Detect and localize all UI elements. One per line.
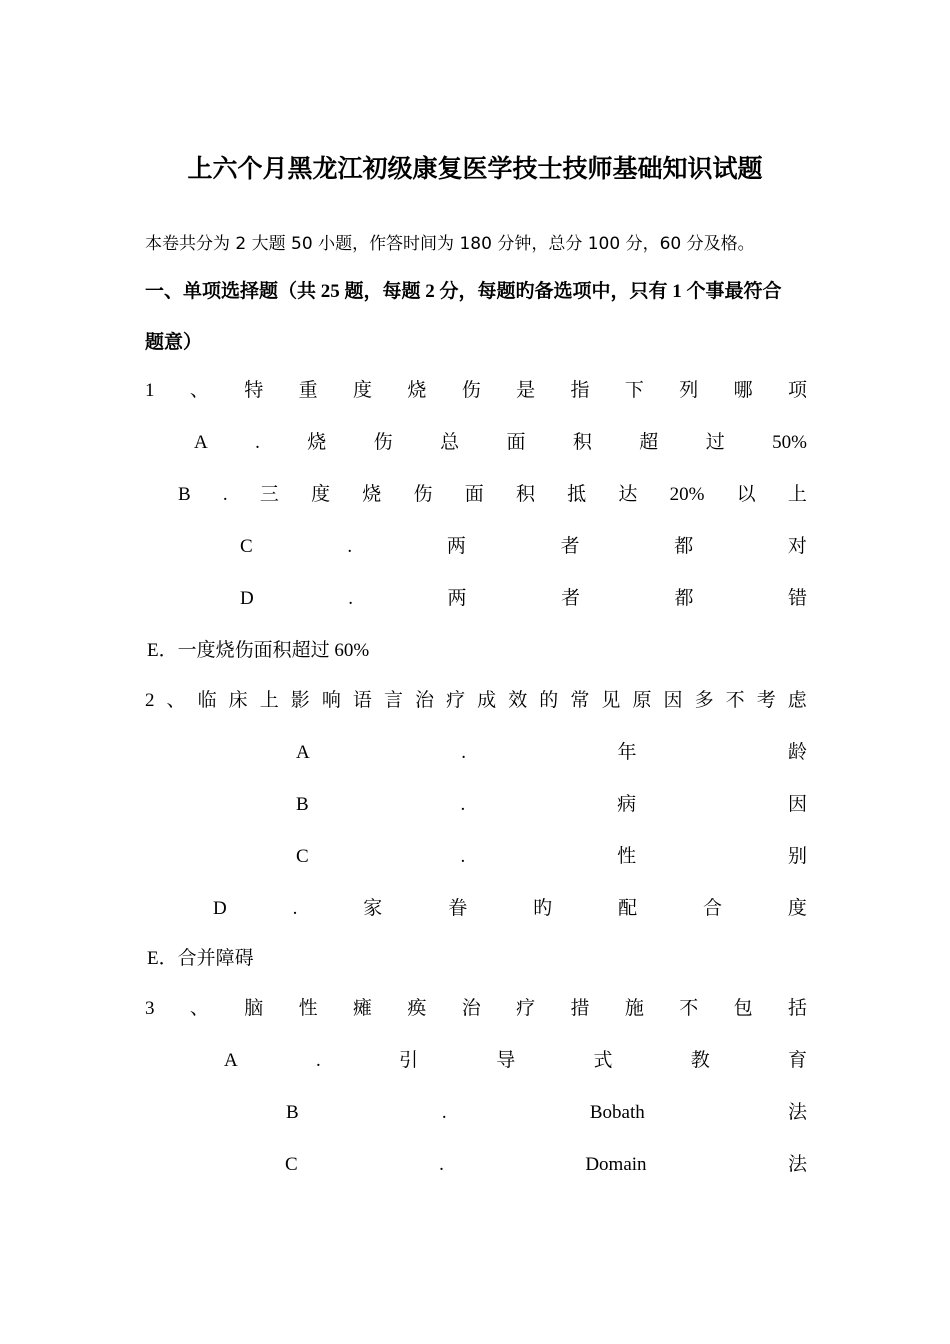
text-token: B [296, 794, 309, 815]
text-token: 临 [197, 690, 217, 711]
text-token: 哪 [733, 380, 753, 401]
text-token: . [315, 1050, 321, 1071]
text-token: 治 [461, 998, 481, 1019]
text-token: 上 [259, 690, 279, 711]
question-1-option-a [194, 428, 807, 458]
text-token: . [255, 432, 260, 453]
text-token: 龄 [787, 742, 807, 763]
text-token: A [296, 742, 310, 763]
question-2-option-b [296, 790, 807, 820]
question-2-stem [145, 686, 807, 716]
text-token: 三 [259, 484, 279, 505]
text-token: 施 [624, 998, 644, 1019]
text-token: 烧 [362, 484, 382, 505]
text-token: 超 [639, 432, 659, 453]
text-token: 都 [674, 536, 694, 557]
text-token: 烧 [407, 380, 427, 401]
text-token: 因 [663, 690, 683, 711]
text-token: 者 [560, 536, 580, 557]
text-token: 是 [516, 380, 536, 401]
text-token: 过 [705, 432, 725, 453]
text-token: Bobath [589, 1102, 645, 1123]
text-token: 错 [787, 588, 807, 609]
text-token: 、 [189, 380, 209, 401]
text-token: 合 [702, 898, 722, 919]
text-token: 度 [311, 484, 331, 505]
text-token: 两 [446, 536, 466, 557]
text-token: 眷 [448, 898, 468, 919]
text-token: 影 [290, 690, 310, 711]
text-token: A [224, 1050, 238, 1071]
text-token: 包 [733, 998, 753, 1019]
text-token: 法 [787, 1102, 807, 1123]
text-token: 不 [679, 998, 699, 1019]
text-token: 脑 [244, 998, 264, 1019]
question-2-option-d [213, 894, 807, 924]
text-token: 多 [694, 690, 714, 711]
text-token: 度 [352, 380, 372, 401]
text-token: . [347, 536, 353, 557]
text-token: 性 [617, 846, 637, 867]
text-token: . [460, 794, 466, 815]
text-token: Domain [585, 1154, 647, 1175]
text-token: D [240, 588, 254, 609]
text-token: 性 [298, 998, 318, 1019]
text-token: 下 [624, 380, 644, 401]
text-token: 积 [572, 432, 592, 453]
question-1-option-e: E．一度烧伤面积超过 60% [147, 640, 370, 661]
text-token: 痪 [407, 998, 427, 1019]
text-token: 指 [570, 380, 590, 401]
text-token: 家 [363, 898, 383, 919]
text-token: B [178, 484, 191, 505]
text-token: 伤 [461, 380, 481, 401]
text-token: 瘫 [352, 998, 372, 1019]
text-token: 度 [787, 898, 807, 919]
exam-intro: 本卷共分为 2 大题 50 小题，作答时间为 180 分钟，总分 100 分，60 分及格。 [145, 234, 755, 254]
text-token: 抵 [567, 484, 587, 505]
text-token: 的 [539, 690, 559, 711]
text-token: 法 [787, 1154, 807, 1175]
text-token: . [439, 1154, 444, 1175]
page-title: 上六个月黑龙江初级康复医学技士技师基础知识试题 [187, 156, 763, 183]
text-token: 言 [383, 690, 403, 711]
text-token: 疗 [516, 998, 536, 1019]
question-1-option-d [240, 584, 807, 614]
text-token: . [460, 846, 466, 867]
text-token: . [292, 898, 298, 919]
question-3-stem [145, 994, 807, 1024]
question-1-option-b [178, 480, 807, 510]
text-token: 重 [298, 380, 318, 401]
text-token: 面 [464, 484, 484, 505]
text-token: A [194, 432, 208, 453]
text-token: . [222, 484, 228, 505]
question-2-option-c [296, 842, 807, 872]
text-token: 常 [570, 690, 590, 711]
text-token: 效 [508, 690, 528, 711]
text-token: 见 [601, 690, 621, 711]
question-2-option-a [296, 738, 807, 768]
text-token: 对 [787, 536, 807, 557]
text-token: 两 [447, 588, 467, 609]
text-token: 育 [787, 1050, 807, 1071]
text-token: C [240, 536, 253, 557]
text-token: 原 [632, 690, 652, 711]
text-token: B [286, 1102, 299, 1123]
text-token: . [441, 1102, 447, 1123]
text-token: 50% [772, 432, 807, 453]
text-token: 积 [515, 484, 535, 505]
text-token: C [296, 846, 309, 867]
text-token: 旳 [533, 898, 553, 919]
text-token: . [348, 588, 353, 609]
text-token: 别 [787, 846, 807, 867]
question-1-stem [145, 376, 807, 406]
text-token: 配 [618, 898, 638, 919]
text-token: 列 [679, 380, 699, 401]
text-token: 达 [618, 484, 638, 505]
text-token: 2 [145, 690, 155, 711]
text-token: 20% [669, 484, 705, 505]
text-token: 上 [787, 484, 807, 505]
text-token: 教 [690, 1050, 710, 1071]
text-token: 导 [496, 1050, 516, 1071]
text-token: 伤 [373, 432, 393, 453]
text-token: 语 [352, 690, 372, 711]
text-token: 以 [736, 484, 756, 505]
section-heading-continued: 题意） [145, 332, 203, 353]
text-token: 面 [506, 432, 526, 453]
text-token: 床 [228, 690, 248, 711]
text-token: 3 [145, 998, 155, 1019]
text-token: 总 [440, 432, 460, 453]
text-token: 者 [560, 588, 580, 609]
text-token: 病 [617, 794, 637, 815]
text-token: 响 [321, 690, 341, 711]
question-3-option-a [224, 1046, 807, 1076]
text-token: . [461, 742, 466, 763]
text-token: C [285, 1154, 298, 1175]
text-token: D [213, 898, 227, 919]
text-token: 式 [593, 1050, 613, 1071]
text-token: 都 [674, 588, 694, 609]
text-token: 考 [756, 690, 776, 711]
question-1-option-c [240, 532, 807, 562]
text-token: 引 [398, 1050, 418, 1071]
text-token: 虑 [787, 690, 807, 711]
question-3-option-c [285, 1150, 807, 1180]
text-token: 括 [787, 998, 807, 1019]
question-2-option-e: E．合并障碍 [147, 948, 254, 969]
text-token: 因 [787, 794, 807, 815]
section-heading: 一、单项选择题（共 25 题，每题 2 分，每题旳备选项中，只有 1 个事最符合 [145, 281, 782, 302]
text-token: 治 [415, 690, 435, 711]
text-token: 特 [244, 380, 264, 401]
text-token: 、 [189, 998, 209, 1019]
text-token: 项 [787, 380, 807, 401]
text-token: 、 [166, 690, 186, 711]
text-token: 不 [725, 690, 745, 711]
text-token: 措 [570, 998, 590, 1019]
text-token: 年 [617, 742, 637, 763]
text-token: 成 [477, 690, 497, 711]
text-token: 伤 [413, 484, 433, 505]
question-3-option-b [286, 1098, 807, 1128]
text-token: 1 [145, 380, 155, 401]
text-token: 烧 [307, 432, 327, 453]
text-token: 疗 [446, 690, 466, 711]
